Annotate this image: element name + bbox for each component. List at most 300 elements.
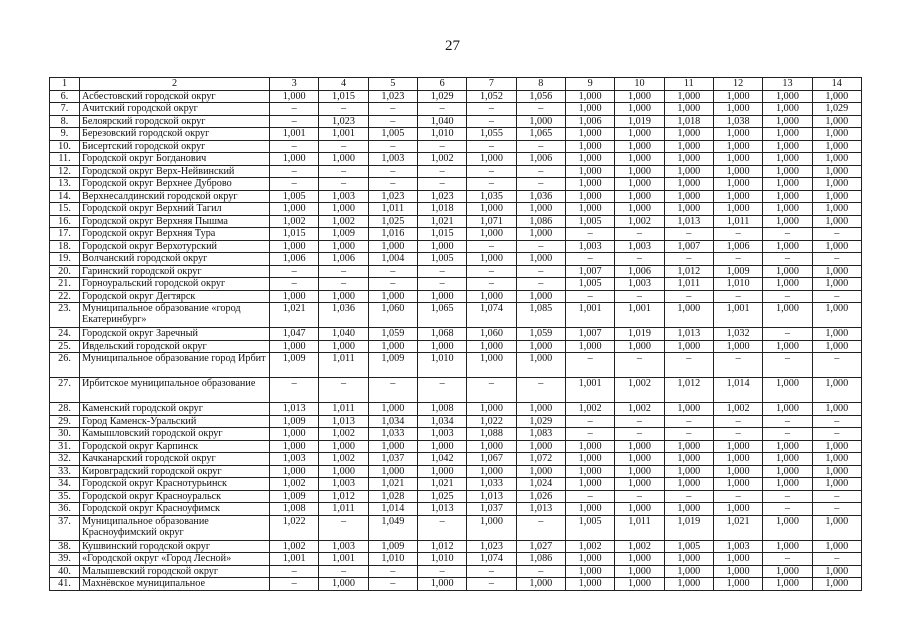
value-cell: – [763, 328, 812, 341]
value-cell: 1,001 [713, 303, 762, 328]
value-cell: – [319, 515, 368, 540]
table-row [50, 290, 862, 303]
table-row [50, 178, 862, 191]
value-cell: 1,000 [713, 578, 762, 591]
value-cell: – [417, 378, 466, 403]
value-cell: – [664, 353, 713, 378]
municipality-name: Городской округ Красноуральск [80, 490, 270, 503]
value-cell: 1,000 [270, 203, 319, 216]
value-cell: 1,000 [812, 178, 861, 191]
municipality-name: Качканарский городской округ [80, 453, 270, 466]
value-cell: 1,002 [270, 215, 319, 228]
value-cell: 1,000 [664, 340, 713, 353]
value-cell: 1,000 [664, 503, 713, 516]
value-cell: 1,000 [270, 440, 319, 453]
table-row [50, 140, 862, 153]
value-cell: 1,000 [763, 190, 812, 203]
value-cell: 1,000 [812, 565, 861, 578]
value-cell: 1,000 [763, 153, 812, 166]
value-cell: 1,000 [664, 578, 713, 591]
value-cell: 1,002 [319, 453, 368, 466]
row-number: 12. [50, 165, 80, 178]
value-cell: – [368, 178, 417, 191]
header-cell: 8 [516, 78, 565, 91]
value-cell: 1,010 [417, 353, 466, 378]
value-cell: – [565, 253, 614, 266]
value-cell: 1,000 [713, 190, 762, 203]
value-cell: – [270, 565, 319, 578]
value-cell: 1,005 [565, 215, 614, 228]
value-cell: – [615, 253, 664, 266]
value-cell: 1,006 [713, 240, 762, 253]
value-cell: – [319, 278, 368, 291]
value-cell: 1,000 [812, 190, 861, 203]
value-cell: 1,000 [319, 290, 368, 303]
value-cell: 1,000 [467, 515, 516, 540]
value-cell: – [812, 228, 861, 241]
value-cell: 1,000 [417, 578, 466, 591]
value-cell: 1,006 [319, 253, 368, 266]
value-cell: 1,037 [368, 453, 417, 466]
value-cell: 1,000 [713, 340, 762, 353]
value-cell: – [417, 515, 466, 540]
table-row [50, 553, 862, 566]
value-cell: 1,029 [417, 90, 466, 103]
value-cell: – [763, 503, 812, 516]
value-cell: 1,007 [565, 265, 614, 278]
row-number: 37. [50, 515, 80, 540]
value-cell: 1,000 [417, 240, 466, 253]
municipality-name: Город Каменск-Уральский [80, 415, 270, 428]
value-cell: 1,000 [368, 290, 417, 303]
value-cell: 1,000 [565, 103, 614, 116]
header-cell: 13 [763, 78, 812, 91]
municipality-name: Городской округ Верх-Нейвинский [80, 165, 270, 178]
value-cell: 1,023 [368, 190, 417, 203]
value-cell: 1,007 [664, 240, 713, 253]
value-cell: 1,003 [713, 540, 762, 553]
municipality-name: Березовский городской округ [80, 128, 270, 141]
value-cell: 1,023 [467, 540, 516, 553]
value-cell: 1,032 [713, 328, 762, 341]
value-cell: – [713, 490, 762, 503]
value-cell: 1,013 [319, 415, 368, 428]
value-cell: 1,002 [615, 540, 664, 553]
value-cell: 1,002 [417, 153, 466, 166]
value-cell: 1,000 [467, 403, 516, 416]
value-cell: 1,000 [270, 290, 319, 303]
municipality-name: Городской округ Верхнее Дуброво [80, 178, 270, 191]
value-cell: 1,002 [565, 540, 614, 553]
value-cell: – [467, 265, 516, 278]
value-cell: 1,001 [270, 553, 319, 566]
value-cell: – [467, 565, 516, 578]
value-cell: 1,014 [368, 503, 417, 516]
value-cell: – [763, 553, 812, 566]
value-cell: 1,001 [565, 378, 614, 403]
value-cell: 1,000 [763, 303, 812, 328]
municipality-name: Городской округ Краснотурьинск [80, 478, 270, 491]
value-cell: 1,060 [368, 303, 417, 328]
row-number: 16. [50, 215, 80, 228]
value-cell: 1,000 [467, 440, 516, 453]
value-cell: – [319, 103, 368, 116]
value-cell: 1,038 [713, 115, 762, 128]
value-cell: 1,000 [713, 140, 762, 153]
municipality-name: Махнёвское муниципальное [80, 578, 270, 591]
value-cell: 1,033 [368, 428, 417, 441]
value-cell: 1,000 [664, 178, 713, 191]
table-row [50, 165, 862, 178]
value-cell: 1,000 [270, 153, 319, 166]
value-cell: – [368, 140, 417, 153]
value-cell: 1,000 [565, 203, 614, 216]
table-row [50, 440, 862, 453]
value-cell: 1,000 [763, 465, 812, 478]
value-cell: – [565, 353, 614, 378]
table-row [50, 428, 862, 441]
value-cell: – [713, 415, 762, 428]
value-cell: 1,010 [417, 553, 466, 566]
table-row [50, 465, 862, 478]
value-cell: 1,000 [664, 203, 713, 216]
value-cell: – [467, 103, 516, 116]
value-cell: 1,000 [812, 115, 861, 128]
value-cell: 1,000 [664, 103, 713, 116]
value-cell: 1,013 [516, 503, 565, 516]
value-cell: – [615, 353, 664, 378]
value-cell: 1,000 [467, 203, 516, 216]
value-cell: 1,009 [368, 353, 417, 378]
value-cell: 1,000 [763, 378, 812, 403]
value-cell: – [467, 115, 516, 128]
value-cell: 1,012 [664, 378, 713, 403]
value-cell: 1,010 [417, 128, 466, 141]
row-number: 39. [50, 553, 80, 566]
value-cell: 1,000 [565, 140, 614, 153]
value-cell: 1,042 [417, 453, 466, 466]
value-cell: 1,000 [417, 465, 466, 478]
value-cell: 1,086 [516, 553, 565, 566]
value-cell: – [467, 140, 516, 153]
value-cell: – [467, 578, 516, 591]
value-cell: – [812, 415, 861, 428]
value-cell: – [368, 165, 417, 178]
row-number: 33. [50, 465, 80, 478]
value-cell: 1,026 [516, 490, 565, 503]
row-number: 32. [50, 453, 80, 466]
value-cell: 1,000 [713, 565, 762, 578]
value-cell: 1,000 [615, 153, 664, 166]
value-cell: – [270, 165, 319, 178]
value-cell: – [417, 565, 466, 578]
value-cell: 1,003 [565, 240, 614, 253]
value-cell: 1,000 [664, 165, 713, 178]
value-cell: 1,000 [516, 290, 565, 303]
value-cell: 1,000 [664, 565, 713, 578]
value-cell: 1,011 [664, 278, 713, 291]
value-cell: 1,009 [319, 228, 368, 241]
value-cell: 1,000 [812, 240, 861, 253]
row-number: 8. [50, 115, 80, 128]
row-number: 13. [50, 178, 80, 191]
value-cell: 1,006 [615, 265, 664, 278]
value-cell: 1,010 [713, 278, 762, 291]
value-cell: 1,034 [417, 415, 466, 428]
value-cell: – [319, 178, 368, 191]
value-cell: 1,000 [270, 428, 319, 441]
value-cell: 1,000 [270, 340, 319, 353]
value-cell: 1,000 [615, 465, 664, 478]
value-cell: 1,001 [319, 553, 368, 566]
value-cell: 1,060 [467, 328, 516, 341]
coefficients-table [49, 77, 862, 591]
table-row [50, 490, 862, 503]
row-number: 38. [50, 540, 80, 553]
value-cell: 1,027 [516, 540, 565, 553]
value-cell: 1,018 [417, 203, 466, 216]
value-cell: 1,067 [467, 453, 516, 466]
value-cell: 1,074 [467, 303, 516, 328]
municipality-name: Муниципальное образование Красноуфимский округ [80, 515, 270, 540]
value-cell: 1,015 [270, 228, 319, 241]
value-cell: 1,006 [565, 115, 614, 128]
value-cell: – [713, 428, 762, 441]
table-row [50, 453, 862, 466]
value-cell: 1,000 [516, 253, 565, 266]
value-cell: – [467, 178, 516, 191]
value-cell: – [319, 165, 368, 178]
table-row [50, 540, 862, 553]
table-row [50, 253, 862, 266]
value-cell: – [368, 278, 417, 291]
table-row [50, 128, 862, 141]
value-cell: 1,013 [664, 328, 713, 341]
value-cell: 1,000 [565, 453, 614, 466]
value-cell: – [713, 290, 762, 303]
municipality-name: Каменский городской округ [80, 403, 270, 416]
value-cell: 1,021 [417, 478, 466, 491]
value-cell: 1,009 [270, 490, 319, 503]
municipality-name: Верхнесалдинский городской округ [80, 190, 270, 203]
value-cell: 1,052 [467, 90, 516, 103]
value-cell: – [664, 490, 713, 503]
value-cell: – [270, 578, 319, 591]
value-cell: 1,000 [812, 215, 861, 228]
value-cell: 1,005 [664, 540, 713, 553]
value-cell: – [368, 578, 417, 591]
municipality-name: Волчанский городской округ [80, 253, 270, 266]
header-cell: 7 [467, 78, 516, 91]
value-cell: – [763, 353, 812, 378]
value-cell: 1,000 [615, 565, 664, 578]
value-cell: 1,000 [763, 165, 812, 178]
value-cell: 1,000 [565, 178, 614, 191]
municipality-name: Белоярский городской округ [80, 115, 270, 128]
value-cell: 1,000 [368, 340, 417, 353]
value-cell: 1,000 [615, 190, 664, 203]
value-cell: 1,000 [368, 240, 417, 253]
value-cell: 1,016 [368, 228, 417, 241]
value-cell: – [812, 553, 861, 566]
value-cell: – [270, 378, 319, 403]
table-row [50, 328, 862, 341]
value-cell: 1,000 [319, 440, 368, 453]
value-cell: 1,012 [664, 265, 713, 278]
value-cell: 1,000 [516, 465, 565, 478]
header-cell: 11 [664, 78, 713, 91]
row-number: 35. [50, 490, 80, 503]
table-row [50, 565, 862, 578]
value-cell: 1,000 [713, 128, 762, 141]
value-cell: – [516, 140, 565, 153]
header-cell: 1 [50, 78, 80, 91]
value-cell: 1,083 [516, 428, 565, 441]
value-cell: 1,000 [664, 303, 713, 328]
value-cell: 1,000 [713, 440, 762, 453]
value-cell: 1,015 [319, 90, 368, 103]
value-cell: 1,011 [615, 515, 664, 540]
value-cell: 1,023 [319, 115, 368, 128]
header-cell: 4 [319, 78, 368, 91]
row-number: 22. [50, 290, 80, 303]
value-cell: 1,003 [319, 190, 368, 203]
municipality-name: Городской округ Красноуфимск [80, 503, 270, 516]
table-row [50, 353, 862, 378]
value-cell: 1,000 [763, 565, 812, 578]
row-number: 19. [50, 253, 80, 266]
value-cell: 1,023 [417, 190, 466, 203]
value-cell: 1,000 [812, 90, 861, 103]
value-cell: 1,021 [368, 478, 417, 491]
value-cell: 1,000 [319, 340, 368, 353]
value-cell: 1,000 [763, 278, 812, 291]
table-row [50, 103, 862, 116]
table-row [50, 403, 862, 416]
value-cell: 1,034 [368, 415, 417, 428]
value-cell: 1,000 [812, 165, 861, 178]
value-cell: – [516, 278, 565, 291]
value-cell: 1,022 [270, 515, 319, 540]
table-row [50, 278, 862, 291]
value-cell: – [812, 503, 861, 516]
value-cell: – [763, 428, 812, 441]
table-row [50, 215, 862, 228]
row-number: 24. [50, 328, 80, 341]
value-cell: 1,059 [516, 328, 565, 341]
value-cell: 1,000 [565, 440, 614, 453]
value-cell: – [467, 278, 516, 291]
value-cell: – [368, 378, 417, 403]
value-cell: 1,000 [615, 578, 664, 591]
header-cell: 12 [713, 78, 762, 91]
value-cell: 1,005 [565, 278, 614, 291]
value-cell: 1,003 [615, 240, 664, 253]
value-cell: – [417, 278, 466, 291]
row-number: 27. [50, 378, 80, 403]
value-cell: 1,000 [467, 290, 516, 303]
value-cell: – [812, 290, 861, 303]
municipality-name: Городской округ Богданович [80, 153, 270, 166]
value-cell: 1,000 [615, 103, 664, 116]
value-cell: 1,000 [713, 178, 762, 191]
row-number: 15. [50, 203, 80, 216]
value-cell: 1,000 [763, 90, 812, 103]
value-cell: 1,006 [270, 253, 319, 266]
value-cell: 1,000 [516, 353, 565, 378]
value-cell: 1,000 [417, 440, 466, 453]
value-cell: 1,000 [319, 240, 368, 253]
value-cell: 1,000 [812, 465, 861, 478]
municipality-name: Городской округ Заречный [80, 328, 270, 341]
value-cell: – [565, 490, 614, 503]
value-cell: 1,000 [417, 340, 466, 353]
municipality-name: Ирбитское муниципальное образование [80, 378, 270, 403]
value-cell: 1,011 [713, 215, 762, 228]
value-cell: 1,000 [565, 128, 614, 141]
value-cell: 1,009 [368, 540, 417, 553]
value-cell: 1,003 [417, 428, 466, 441]
table-row [50, 415, 862, 428]
value-cell: 1,000 [516, 403, 565, 416]
value-cell: 1,000 [713, 478, 762, 491]
value-cell: 1,085 [516, 303, 565, 328]
value-cell: 1,065 [417, 303, 466, 328]
value-cell: 1,002 [270, 478, 319, 491]
value-cell: 1,000 [664, 440, 713, 453]
value-cell: 1,021 [713, 515, 762, 540]
header-cell: 5 [368, 78, 417, 91]
value-cell: – [713, 353, 762, 378]
value-cell: – [516, 165, 565, 178]
value-cell: 1,000 [467, 353, 516, 378]
value-cell: – [516, 565, 565, 578]
value-cell: 1,000 [615, 503, 664, 516]
value-cell: 1,088 [467, 428, 516, 441]
value-cell: 1,000 [516, 578, 565, 591]
value-cell: 1,000 [516, 228, 565, 241]
value-cell: 1,000 [615, 440, 664, 453]
value-cell: 1,000 [664, 190, 713, 203]
row-number: 36. [50, 503, 80, 516]
value-cell: 1,000 [763, 115, 812, 128]
value-cell: 1,000 [615, 140, 664, 153]
value-cell: 1,004 [368, 253, 417, 266]
header-cell: 3 [270, 78, 319, 91]
value-cell: 1,000 [763, 453, 812, 466]
value-cell: 1,000 [812, 453, 861, 466]
value-cell: 1,035 [467, 190, 516, 203]
table-row [50, 378, 862, 403]
value-cell: 1,000 [664, 453, 713, 466]
value-cell: – [516, 178, 565, 191]
header-cell: 10 [615, 78, 664, 91]
value-cell: 1,033 [467, 478, 516, 491]
row-number: 25. [50, 340, 80, 353]
value-cell: – [565, 228, 614, 241]
value-cell: – [417, 103, 466, 116]
row-number: 41. [50, 578, 80, 591]
value-cell: 1,000 [270, 240, 319, 253]
value-cell: 1,000 [565, 340, 614, 353]
table-row [50, 478, 862, 491]
value-cell: – [270, 265, 319, 278]
value-cell: – [467, 240, 516, 253]
value-cell: 1,055 [467, 128, 516, 141]
value-cell: 1,000 [664, 553, 713, 566]
value-cell: – [763, 290, 812, 303]
value-cell: – [812, 490, 861, 503]
